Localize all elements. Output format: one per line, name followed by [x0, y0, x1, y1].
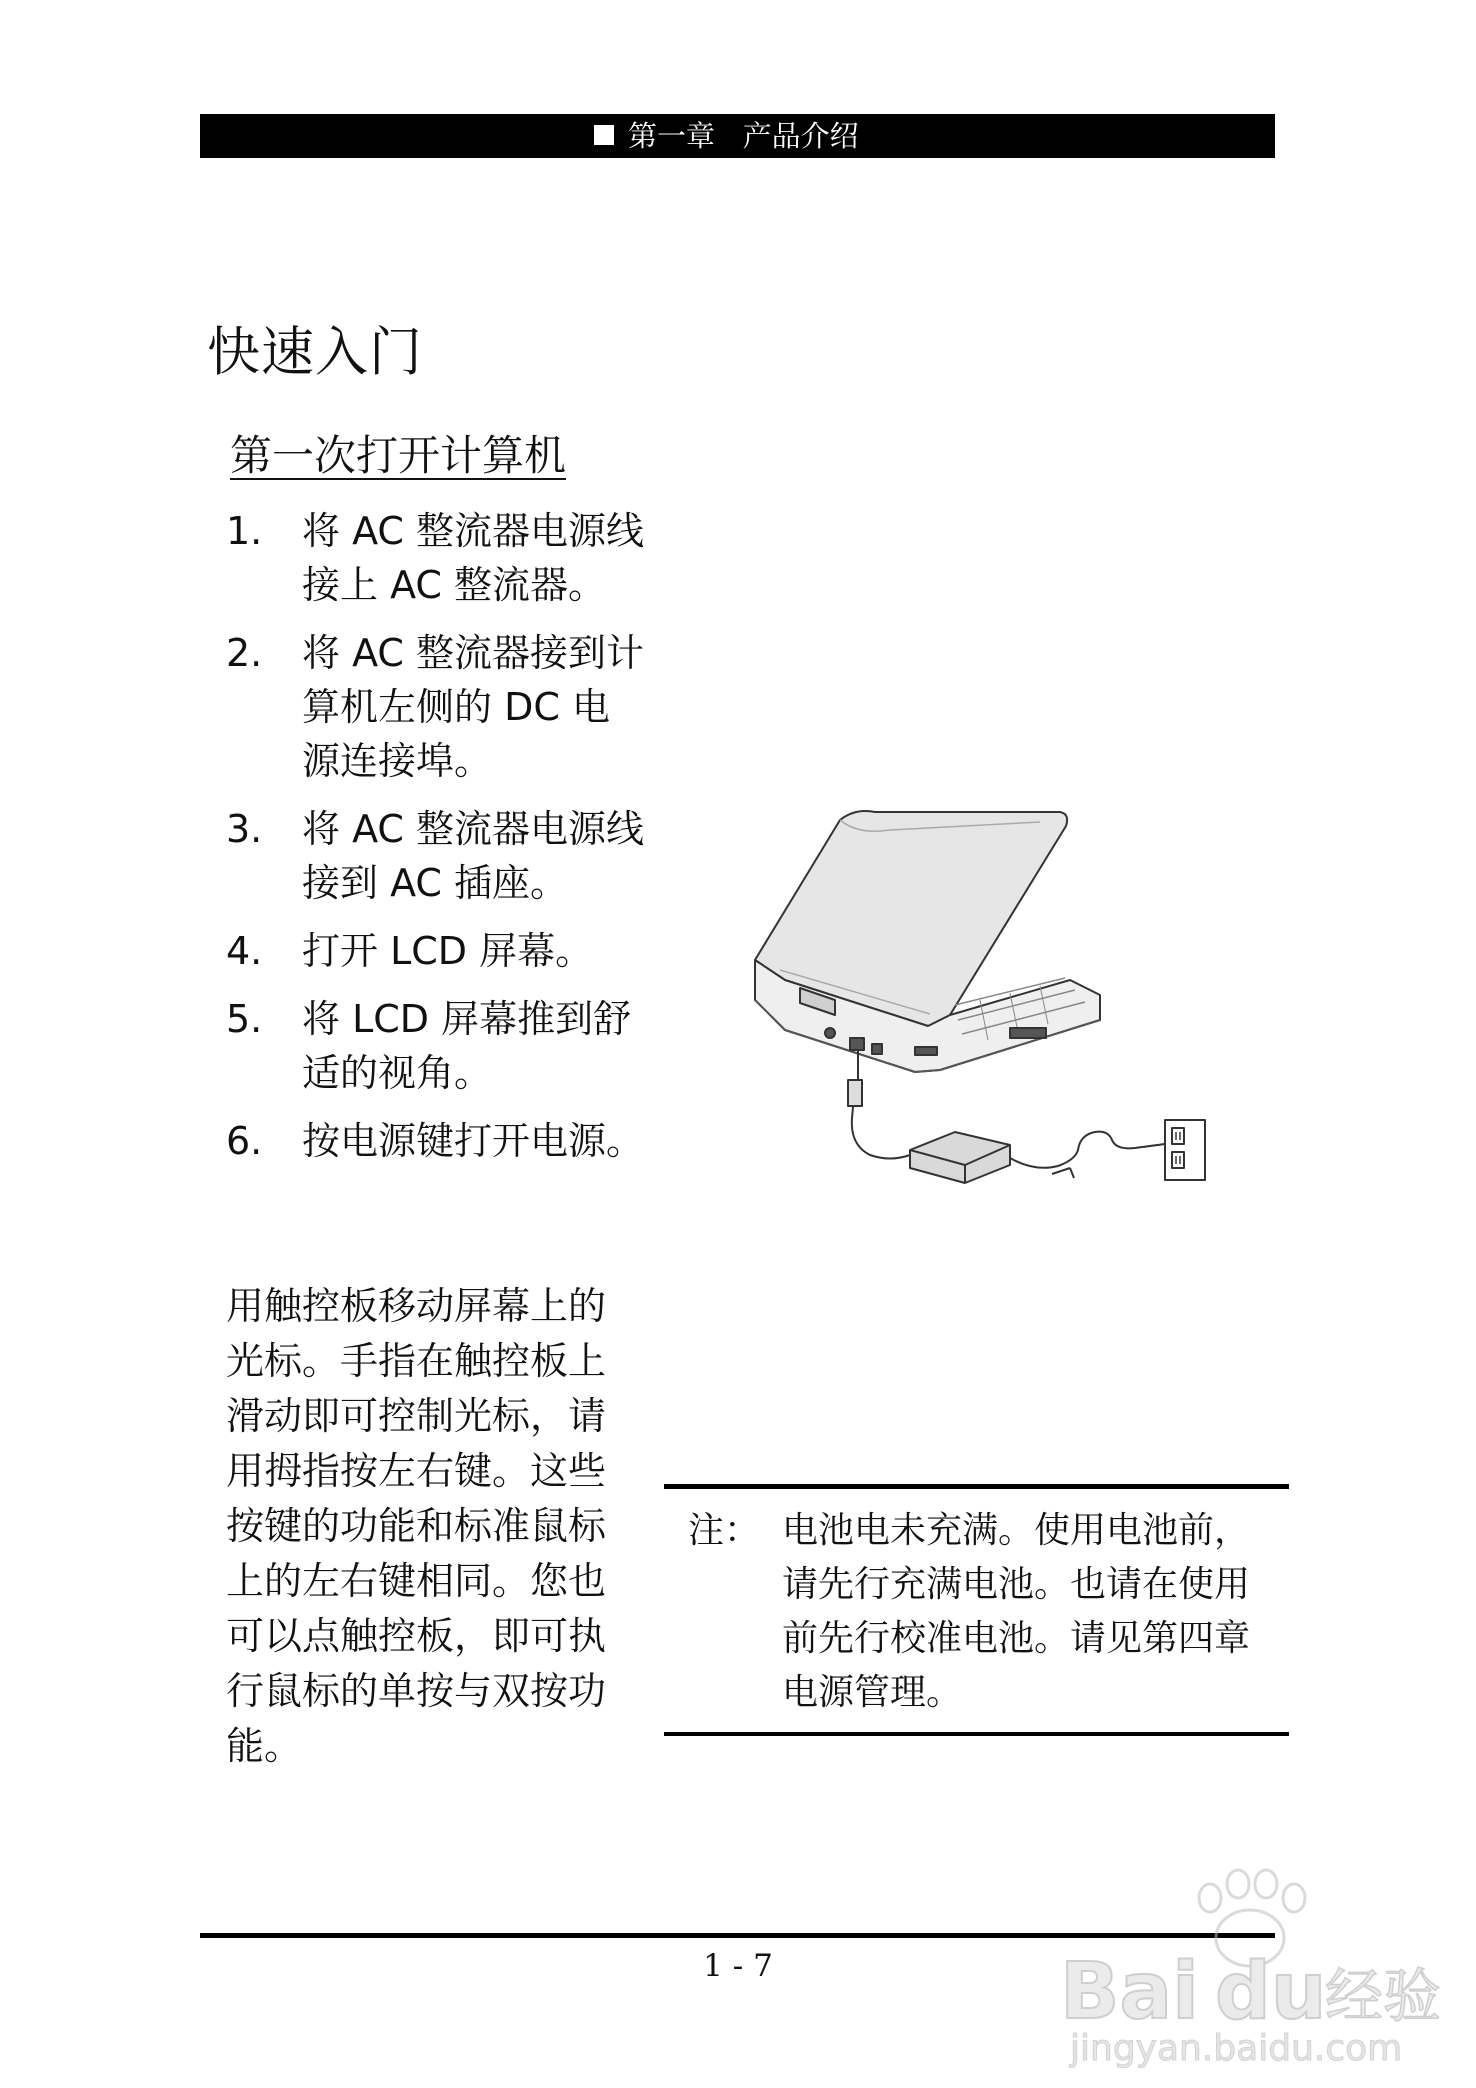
svg-text:jingyan.baidu.com: jingyan.baidu.com [1070, 2028, 1403, 2068]
step-number: 4. [226, 929, 263, 973]
step-text: 将 AC 整流器接到计算机左侧的 DC 电源连接埠。 [302, 631, 645, 783]
step-text: 将 AC 整流器电源线接到 AC 插座。 [302, 807, 645, 905]
step-number: 5. [226, 997, 263, 1041]
section-subtitle: 第一次打开计算机 [230, 431, 567, 480]
step-item [226, 802, 646, 910]
step-text: 将 LCD 屏幕推到舒适的视角。 [302, 997, 632, 1095]
step-item [226, 504, 646, 612]
svg-text:Bai: Bai [1060, 1947, 1199, 2037]
note-bottom-divider [664, 1732, 1289, 1736]
step-item [226, 924, 646, 978]
section-title: 快速入门 [207, 322, 423, 383]
touchpad-paragraph: 用触控板移动屏幕上的光标。手指在触控板上滑动即可控制光标，请用拇指按左右键。这些按键的功能和标准鼠标上的左右键相同。您也可以点触控板，即可执行鼠标的单按与双按功能。 [226, 1284, 607, 1768]
laptop-adapter-illustration [740, 800, 1210, 1200]
chapter-header [200, 114, 1275, 158]
step-number: 1. [226, 509, 263, 553]
square-bullet-icon [594, 125, 614, 145]
step-number: 3. [226, 807, 263, 851]
svg-text:经验: 经验 [1325, 1962, 1442, 2030]
note-label: 注： [688, 1510, 761, 1551]
svg-text:du: du [1215, 1947, 1327, 2037]
step-number: 6. [226, 1119, 263, 1163]
note-text: 电池电未充满。使用电池前，请先行充满电池。也请在使用前先行校准电池。请见第四章电源管理。 [782, 1510, 1251, 1713]
step-text: 打开 LCD 屏幕。 [302, 929, 594, 973]
step-text: 将 AC 整流器电源线接上 AC 整流器。 [302, 509, 645, 607]
steps-list [226, 504, 646, 1182]
step-item [226, 992, 646, 1100]
step-text: 按电源键打开电源。 [302, 1119, 645, 1163]
page-number: 1 - 7 [703, 1948, 773, 1984]
chapter-title: 第一章 产品介绍 [628, 119, 859, 153]
step-item [226, 1114, 646, 1168]
step-item [226, 626, 646, 788]
baidu-watermark-logo [1050, 1868, 1450, 2068]
note-top-divider [664, 1484, 1289, 1489]
step-number: 2. [226, 631, 263, 675]
